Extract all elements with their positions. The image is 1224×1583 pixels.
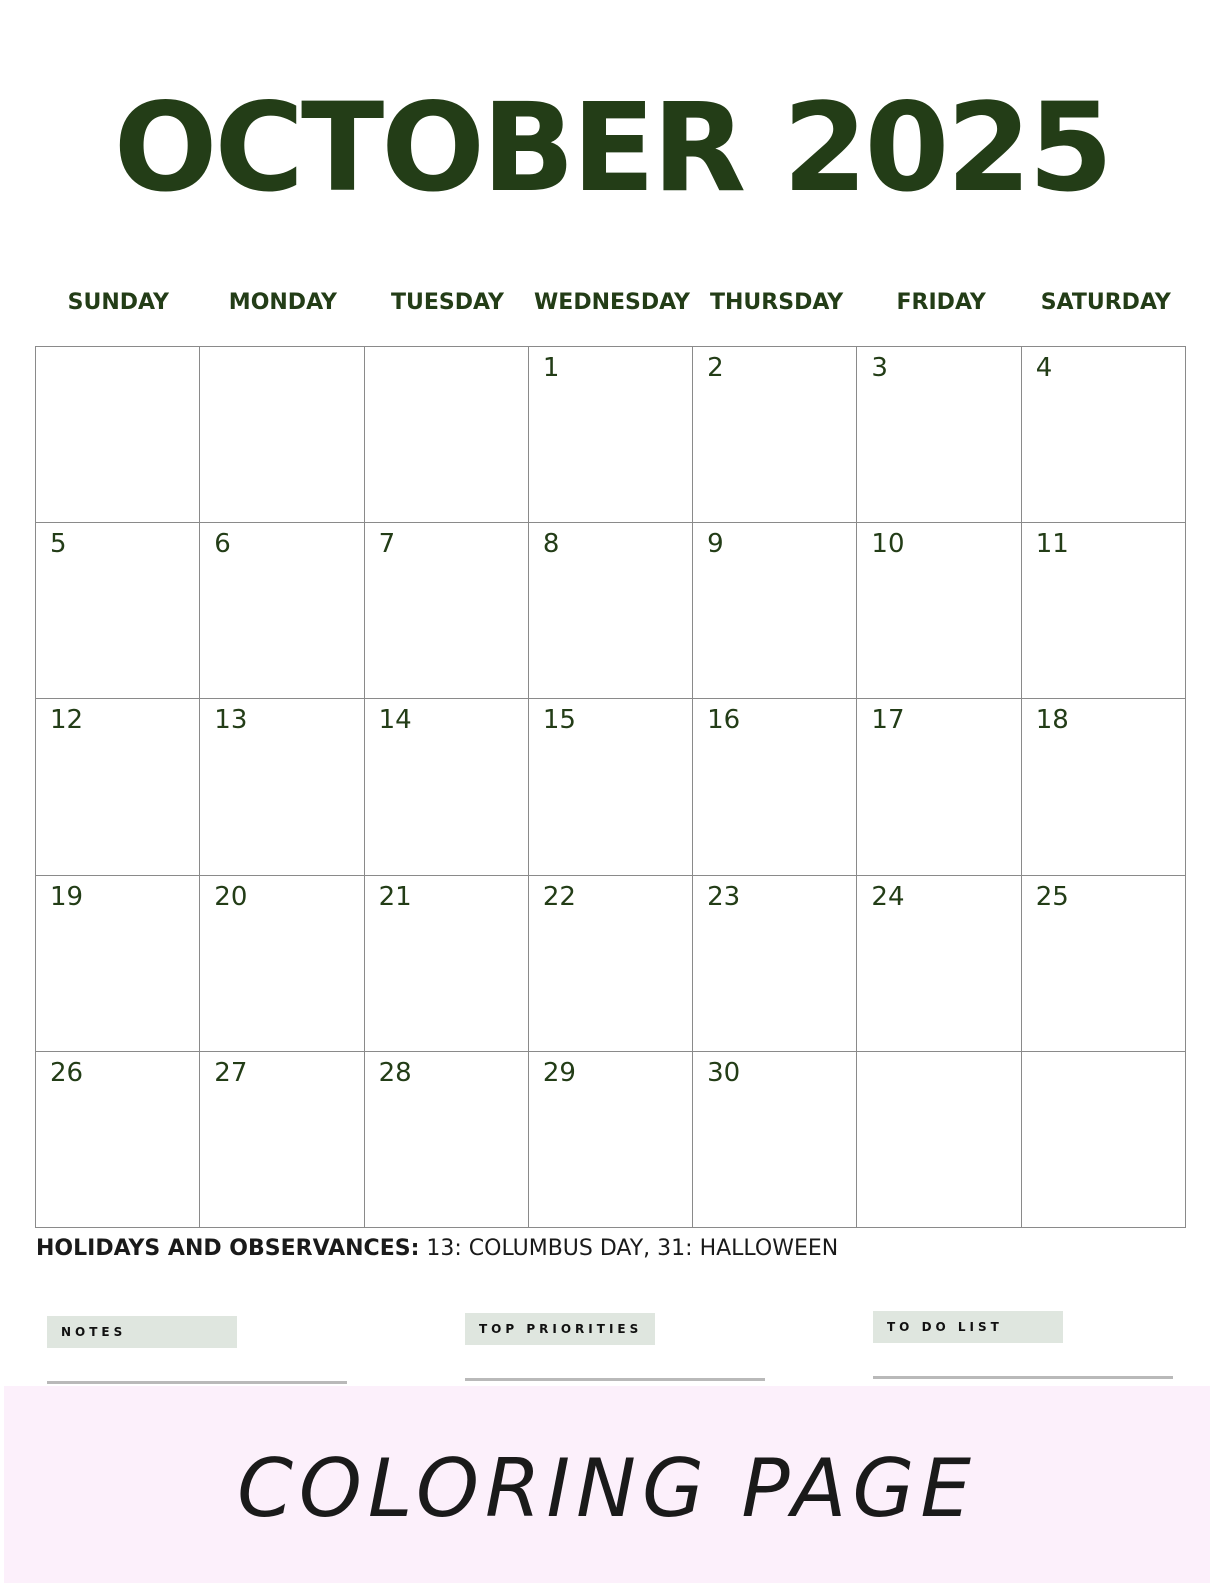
day-number: 18 xyxy=(1035,705,1069,736)
day-cell xyxy=(365,523,529,699)
day-cell xyxy=(36,523,200,699)
weekday-wednesday: WEDNESDAY xyxy=(534,290,690,315)
day-number: 21 xyxy=(378,881,412,912)
coloring-page-banner xyxy=(4,1386,1210,1583)
holidays-line xyxy=(36,1236,838,1261)
day-cell xyxy=(200,876,364,1052)
day-cell xyxy=(857,876,1021,1052)
calendar-grid xyxy=(35,346,1186,1228)
day-cell xyxy=(529,699,693,875)
day-cell xyxy=(200,523,364,699)
holidays-text: 13: COLUMBUS DAY, 31: HALLOWEEN xyxy=(419,1236,839,1261)
day-cell xyxy=(200,1052,364,1228)
weekday-header-row xyxy=(36,285,1188,325)
page-title: OCTOBER 2025 xyxy=(113,77,1111,219)
day-cell xyxy=(857,347,1021,523)
day-number: 9 xyxy=(707,529,724,560)
weekday-sunday: SUNDAY xyxy=(67,290,169,315)
day-cell xyxy=(857,523,1021,699)
day-number: 29 xyxy=(542,1057,576,1088)
day-number: 16 xyxy=(707,705,741,736)
todo-line xyxy=(873,1376,1173,1379)
day-number: 8 xyxy=(542,529,560,560)
weekday-saturday: SATURDAY xyxy=(1040,290,1171,315)
day-number: 3 xyxy=(871,353,888,383)
day-cell xyxy=(693,876,857,1052)
day-number: 27 xyxy=(214,1057,248,1088)
day-number: 7 xyxy=(378,529,396,560)
notes-line xyxy=(47,1381,347,1384)
day-number: 25 xyxy=(1035,881,1069,912)
day-number: 30 xyxy=(707,1057,741,1088)
day-number: 20 xyxy=(214,881,248,912)
day-number: 11 xyxy=(1035,529,1069,560)
day-cell xyxy=(693,1052,857,1228)
day-cell xyxy=(857,1052,1021,1228)
day-number: 15 xyxy=(542,705,576,736)
day-number: 5 xyxy=(50,529,67,560)
day-number: 24 xyxy=(871,881,905,912)
day-cell xyxy=(693,699,857,875)
day-number: 23 xyxy=(707,881,741,912)
day-cell xyxy=(365,699,529,875)
holidays-label: HOLIDAYS AND OBSERVANCES: xyxy=(36,1236,420,1261)
priorities-line xyxy=(465,1378,765,1381)
day-number: 4 xyxy=(1035,353,1053,383)
day-cell xyxy=(36,1052,200,1228)
todo-tag: TO DO LIST xyxy=(873,1311,1063,1343)
day-number: 19 xyxy=(50,881,84,912)
day-cell xyxy=(693,523,857,699)
day-number: 26 xyxy=(50,1057,84,1088)
day-number: 22 xyxy=(542,881,576,912)
day-cell xyxy=(365,876,529,1052)
day-cell xyxy=(365,1052,529,1228)
day-cell xyxy=(529,347,693,523)
day-cell xyxy=(857,699,1021,875)
day-cell xyxy=(1022,876,1186,1052)
day-cell xyxy=(1022,1052,1186,1228)
priorities-tag: TOP PRIORITIES xyxy=(465,1313,655,1345)
day-number: 1 xyxy=(542,353,560,383)
weekday-friday: FRIDAY xyxy=(896,290,986,315)
day-number: 6 xyxy=(214,529,231,560)
day-cell xyxy=(365,347,529,523)
day-cell xyxy=(1022,347,1186,523)
weekday-tuesday: TUESDAY xyxy=(391,290,504,315)
weekday-thursday: THURSDAY xyxy=(710,290,844,315)
day-number: 10 xyxy=(871,529,905,560)
notes-section xyxy=(47,1316,347,1384)
weekday-monday: MONDAY xyxy=(228,290,337,315)
day-cell xyxy=(529,876,693,1052)
day-number: 12 xyxy=(50,705,84,736)
priorities-section xyxy=(465,1313,765,1381)
day-cell xyxy=(200,347,364,523)
day-cell xyxy=(693,347,857,523)
day-cell xyxy=(36,347,200,523)
day-number: 17 xyxy=(871,705,905,736)
notes-tag: NOTES xyxy=(47,1316,237,1348)
day-number: 13 xyxy=(214,705,248,736)
day-cell xyxy=(36,699,200,875)
day-cell xyxy=(200,699,364,875)
day-cell xyxy=(529,523,693,699)
day-cell xyxy=(1022,523,1186,699)
day-number: 14 xyxy=(378,705,412,736)
day-cell xyxy=(1022,699,1186,875)
day-cell xyxy=(36,876,200,1052)
banner-text: COLORING PAGE xyxy=(237,1442,977,1535)
day-number: 2 xyxy=(707,353,724,383)
day-number: 28 xyxy=(378,1057,412,1088)
day-cell xyxy=(529,1052,693,1228)
todo-section xyxy=(873,1311,1173,1379)
